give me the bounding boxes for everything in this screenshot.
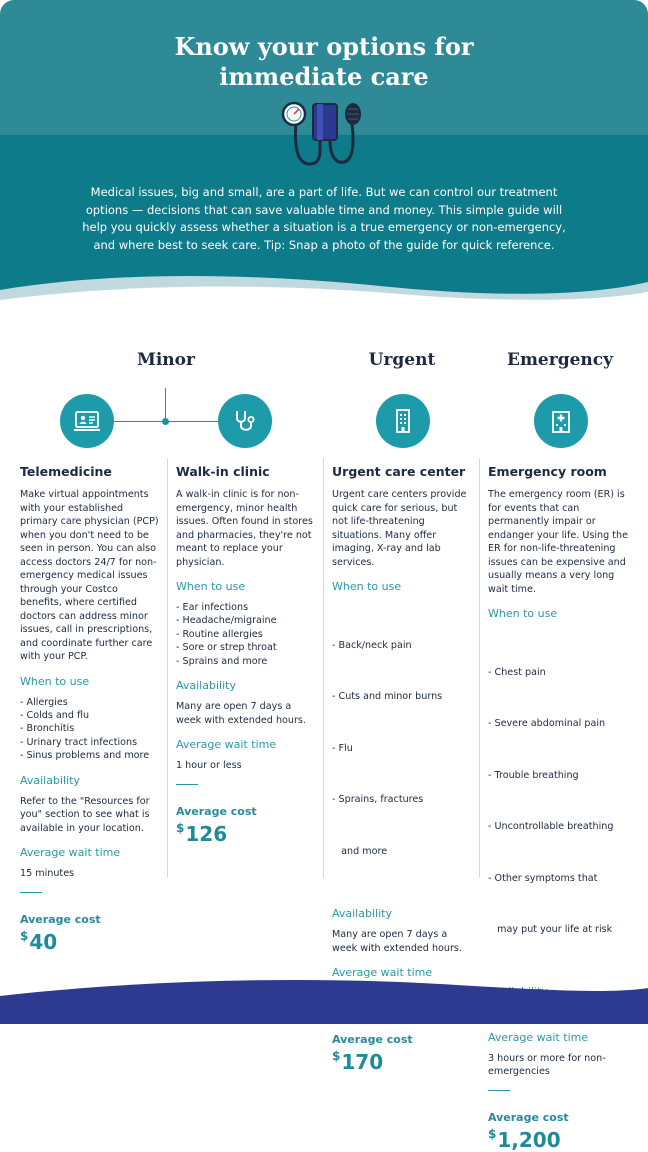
emergency-room-wait-label: Average wait time: [488, 1030, 589, 1044]
intro-paragraph: Medical issues, big and small, are a part of life. But we can control our treatment options — decisions that can save valuable time and money. This simple guide will help you quickly assess whether a situation is a true emergency or non-emergency, and where best to seek care. Tip: Snap a photo of the guide for quick reference.: [82, 185, 566, 252]
list-item: - Sprains and more: [176, 655, 268, 667]
urgent-care-when-label: When to use: [332, 580, 402, 593]
page-title-line-2: immediate care: [219, 62, 429, 91]
list-item: - Sprains, fractures: [332, 794, 424, 806]
urgent-care-availability-label: Availability: [332, 907, 392, 921]
emergency-room-cost-value: 1,200: [497, 1127, 561, 1152]
urgent-care-cost: $170: [332, 1048, 384, 1074]
telemedicine-cost-label: Average cost: [20, 912, 101, 926]
building-icon: [389, 407, 417, 435]
page-title-line-1: Know your options for: [174, 32, 474, 61]
computer-user-icon: [73, 407, 101, 435]
telemedicine-availability: Refer to the "Resources for you" section to see what is available in your location.: [20, 795, 150, 834]
walk-in-when-list: [176, 601, 318, 668]
category-urgent-title: Urgent: [368, 350, 436, 370]
list-item: - Chest pain: [488, 667, 546, 678]
column-divider-3: [479, 458, 480, 878]
list-item: - Allergies: [20, 696, 68, 708]
column-divider-1: [167, 458, 168, 878]
list-item: - Sore or strep throat: [176, 642, 277, 654]
walk-in-title: Walk-in clinic: [176, 464, 270, 479]
footer-wave: [0, 972, 648, 1024]
telemedicine-wait-label: Average wait time: [20, 846, 121, 860]
emergency-room-wait: 3 hours or more for non-emergencies: [488, 1052, 606, 1078]
emergency-room-rule: [488, 1090, 510, 1091]
emergency-room-icon-circle: [534, 394, 588, 448]
blood-pressure-monitor-icon: [280, 100, 370, 170]
list-item: - Trouble breathing: [488, 769, 579, 781]
urgent-care-cost-label: Average cost: [332, 1032, 413, 1046]
minor-connector-dot: [162, 418, 169, 425]
list-item: - Bronchitis: [20, 723, 75, 735]
urgent-care-icon-circle: [376, 394, 430, 448]
telemedicine-title: Telemedicine: [20, 464, 112, 479]
urgent-care-description: Urgent care centers provide quick care for serious, but not life-threatening situations. Many offer imaging, X-ray and lab services.: [332, 489, 467, 568]
emergency-room-title: Emergency room: [488, 464, 607, 479]
header-wave: [0, 270, 648, 330]
page-title: [0, 32, 648, 92]
telemedicine-when-list: [20, 696, 160, 763]
walk-in-availability-label: Availability: [176, 679, 236, 693]
walk-in-icon-circle: [218, 394, 272, 448]
list-item: - Back/neck pain: [332, 640, 412, 651]
emergency-room-description: The emergency room (ER) is for events that can permanently impair or endanger your life. Using the ER for non-life-threatening issues can be expensive and usually means a very long wait time.: [488, 489, 628, 595]
walk-in-when-label: When to use: [176, 580, 246, 593]
urgent-care-when-list: [332, 601, 474, 896]
urgent-care-title: Urgent care center: [332, 464, 466, 479]
stethoscope-icon: [231, 407, 259, 435]
telemedicine-description: Make virtual appointments with your established primary care physician (PCP) when you don't need to be seen in person. You can also access doctors 24/7 for non-emergency medical issues through your Costco benefits, where certified doctors can address minor issues, call in prescriptions, and coordinate further care with your PCP.: [20, 489, 159, 662]
emergency-room-cost: $1,200: [488, 1126, 561, 1152]
telemedicine-wait: 15 minutes: [20, 868, 75, 880]
emergency-room-cost-label: Average cost: [488, 1110, 569, 1124]
urgent-care-cost-value: 170: [341, 1049, 384, 1074]
telemedicine-cost-value: 40: [29, 929, 58, 954]
walk-in-cost-value: 126: [185, 821, 228, 846]
walk-in-rule: [176, 784, 198, 785]
list-item: - Severe abdominal pain: [488, 718, 606, 730]
list-item: - Colds and flu: [20, 709, 90, 721]
walk-in-wait-label: Average wait time: [176, 738, 277, 752]
hero-banner: [0, 0, 648, 310]
telemedicine-rule: [20, 892, 42, 893]
urgent-care-wait-label: Average wait time: [332, 966, 433, 980]
walk-in-cost: $126: [176, 820, 228, 846]
emergency-room-column: [488, 464, 634, 1152]
minor-connector-vertical: [165, 388, 166, 422]
list-item: - Routine allergies: [176, 628, 263, 640]
telemedicine-cost: $40: [20, 928, 58, 954]
category-emergency-title: Emergency: [506, 350, 613, 370]
telemedicine-availability-label: Availability: [20, 773, 80, 787]
column-divider-2: [323, 458, 324, 878]
walk-in-wait: 1 hour or less: [176, 760, 242, 772]
telemedicine-icon-circle: [60, 394, 114, 448]
telemedicine-when-label: When to use: [20, 674, 90, 688]
telemedicine-column: [20, 464, 160, 954]
list-item: - Flu: [332, 742, 353, 754]
list-item: - Headache/migraine: [176, 615, 277, 627]
list-item: - Uncontrollable breathing: [488, 821, 614, 833]
list-item: - Urinary tract infections: [20, 736, 138, 748]
walk-in-availability: Many are open 7 days a week with extended hours.: [176, 701, 306, 726]
list-item: and more: [332, 845, 388, 857]
list-item: - Cuts and minor burns: [332, 691, 443, 703]
walk-in-cost-label: Average cost: [176, 804, 257, 818]
list-item: - Sinus problems and more: [20, 750, 150, 762]
walk-in-description: A walk-in clinic is for non-emergency, minor health issues. Often found in stores and pharmacies, they're not meant to replace your physician.: [176, 489, 313, 568]
emergency-room-when-label: When to use: [488, 607, 558, 620]
list-item: - Ear infections: [176, 602, 249, 613]
list-item: may put your life at risk: [488, 924, 613, 936]
walk-in-column: [176, 464, 318, 846]
list-item: - Other symptoms that: [488, 872, 598, 884]
category-minor-title: Minor: [137, 350, 195, 370]
hospital-icon: [547, 407, 575, 435]
urgent-care-availability: Many are open 7 days a week with extended hours.: [332, 929, 462, 954]
emergency-room-when-list: [488, 628, 634, 974]
